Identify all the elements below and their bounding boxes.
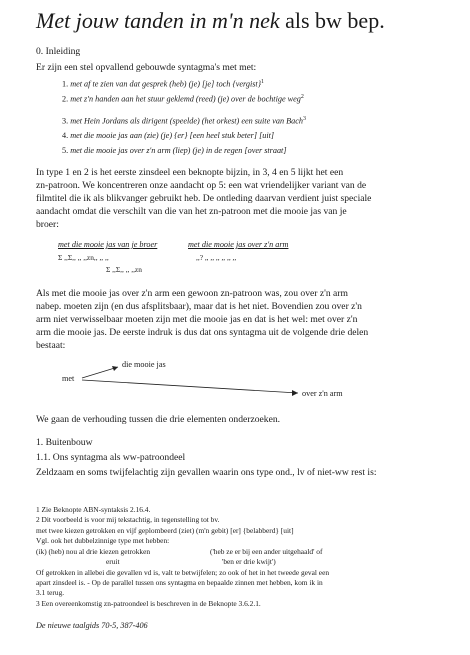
diagram2-met: met <box>62 374 75 383</box>
footnote-pair-right2: 'ben er drie kwijt') <box>222 557 276 566</box>
title-rest: als bw bep. <box>285 8 385 33</box>
footnote-2: 2 Dit voorbeeld is voor mij tekstachtig, in tegenstelling tot bv. <box>36 515 220 524</box>
footnote-tail-3: 3.1 terug. <box>36 588 65 597</box>
paragraph-3: We gaan de verhouding tussen die drie elementen onderzoeken. <box>36 414 281 425</box>
diagram1-left: met die mooie jas van je broer <box>58 240 158 249</box>
footnote-example: met twee kiezen getrokken en vijf geplombeerd (ziet) (m'n gebit) [er] {belabberd} [uit] <box>36 526 294 535</box>
section-heading-1: 1. Buitenbouw <box>36 437 93 448</box>
diagram1-row1: Σ ,,Σ,, ,, ,,zn,, ,, ,, <box>58 253 109 262</box>
footnote-compare: Vgl. ook het dubbelzinnige type met hebben: <box>36 536 170 545</box>
source-citation: De nieuwe taalgids 70-5, 387-406 <box>36 621 148 630</box>
example-3: 3. met Hein Jordans als dirigent (speelde) (het orkest) een suite van Bach$^3$ <box>62 116 306 126</box>
footnote-pair-left1: (ik) (heb) nou al drie kiezen getrokken <box>36 547 151 556</box>
section1-text: Zeldzaam en soms twijfelachtig zijn gevallen waarin ons type ond., lv of niet-ww rest is: <box>36 467 377 478</box>
example-1: 1. met af te zien van dat gesprek (heb) (je) [je] toch {vergist}$^1$ <box>62 79 264 89</box>
diagram1-row2: Σ ,,Σ,, ,, ,,zn <box>106 265 142 274</box>
footnote-pair-left2: eruit <box>106 557 120 566</box>
footnote-tail-2: apart zinsdeel is. - Op de parallel tussen ons syntagma en bepaalde zinnen met hebben, kom ik in <box>36 578 323 587</box>
footnote-3: 3 Een overeenkomstig zn-patroondeel is beschreven in de Beknopte 3.6.2.1. <box>36 599 261 608</box>
diagram2-upper: die mooie jas <box>122 360 166 369</box>
example-4: 4. met die mooie jas aan (zie) (je) {er} [een heel stuk beter] [uit] <box>62 131 275 140</box>
footnote-pair-right1: ('heb ze er bij een ander uitgehaald' of <box>210 547 323 556</box>
example-5: 5. met die mooie jas over z'n arm (liep) (je) in de regen [over straat] <box>62 146 287 155</box>
intro-text: Er zijn een stel opvallend gebouwde syntagma's met met: <box>36 62 257 73</box>
diagram2-lower: over z'n arm <box>302 389 343 398</box>
section-heading-0: 0. Inleiding <box>36 46 81 57</box>
example-2: 2. met z'n handen aan het stuur geklemd (reed) (je) over de bochtige weg$^2$ <box>62 94 304 104</box>
footnote-1: 1 Zie Beknopte ABN-syntaksis 2.16.4. <box>36 505 151 514</box>
diagram1-right: met die mooie jas over z'n arm <box>188 240 289 249</box>
title-italic: Met jouw tanden in m'n nek <box>36 8 280 33</box>
paper-page: Met jouw tanden in m'n nek als bw bep. 0. Inleiding Er zijn een stel opvallend gebouwde syntagma's met met: 1. met af te zien van dat gesprek (heb) (je) [je] toch {vergist}$^1$ 2. met z'n handen aan het stuur geklemd (reed) (je) over de bochtige weg$^2$ 3. met Hein Jordans als dirigent (speelde) (het orkest) een suite van Bach$^3$ 4. met die mooie jas aan (zie) (je) {er} [een heel stuk beter] [uit] 5. met die mooie jas over z'n arm (liep) (je) in de regen [over straat] In type 1 en 2 is het eerste zinsdeel een beknopte bijzin, in 3, 4 en 5 lijkt het een zn-patroon. We koncentreren onze aandacht op 5: een wat vriendelijker variant van de filmtitel die ik als blikvanger gebruikt heb. De ontleding daarvan verdient juist speciale aandacht omdat die verschilt van die van het zn-patroon met die mooie jas van je broer: met die mooie jas van je broer met die mooie jas over z'n arm Σ ,,Σ,, ,, ,,zn,, ,, ,, ,,? ,, ,, ,, ,, ,, ,, Σ ,,Σ,, ,, ,,zn Als met die mooie jas over z'n arm een gewoon zn-patroon was, zou over z'n arm nabep. moeten zijn (en dus afsplitsbaar), maar dat is het niet. Bovendien zou over z'n arm niet verwisselbaar moeten zijn met die mooie jas en dat is het wel: met over z'n arm die mooie jas. De eerste indruk is dus dat ons syntagma uit de volgende drie delen bestaat: met die mooie jas over z'n arm We gaan de verhouding tussen die drie elementen onderzoeken. 1. Buitenbouw 1.1. Ons syntagma als ww-patroondeel Zeldzaam en soms twijfelachtig zijn gevallen waarin ons type ond., lv of niet-ww rest is: 1 Zie Beknopte ABN-syntaksis 2.16.4. 2 Dit voorbeeld is voor mij tekstachtig, in tegenstelling tot bv. met twee kiezen getrokken en vijf geplombeerd (ziet) (m'n gebit) [er] {belabberd} [uit] Vgl. ook het dubbelzinnige type met hebben: (ik) (heb) nou al drie kiezen getrokken eruit ('heb ze er bij een ander uitgehaald' of 'ben er drie kwijt') Of getrokken in allebei die gevallen vd is, valt te betwijfelen; zo ook of het in het tweede geval een apart zinsdeel is. - Op de parallel tussen ons syntagma en bepaalde zinnen met hebben, kom ik in 3.1 terug. 3 Een overeenkomstig zn-patroondeel is beschreven in de Beknopte 3.6.2.1. De nieuwe taalgids 70-5, 387-406 <box>0 0 470 655</box>
subsection-heading: 1.1. Ons syntagma als ww-patroondeel <box>36 452 186 463</box>
diagram1-row1b: ,,? ,, ,, ,, ,, ,, ,, <box>196 253 237 262</box>
footnote-tail-1: Of getrokken in allebei die gevallen vd is, valt te betwijfelen; zo ook of het in het tweede geval een <box>36 568 330 577</box>
